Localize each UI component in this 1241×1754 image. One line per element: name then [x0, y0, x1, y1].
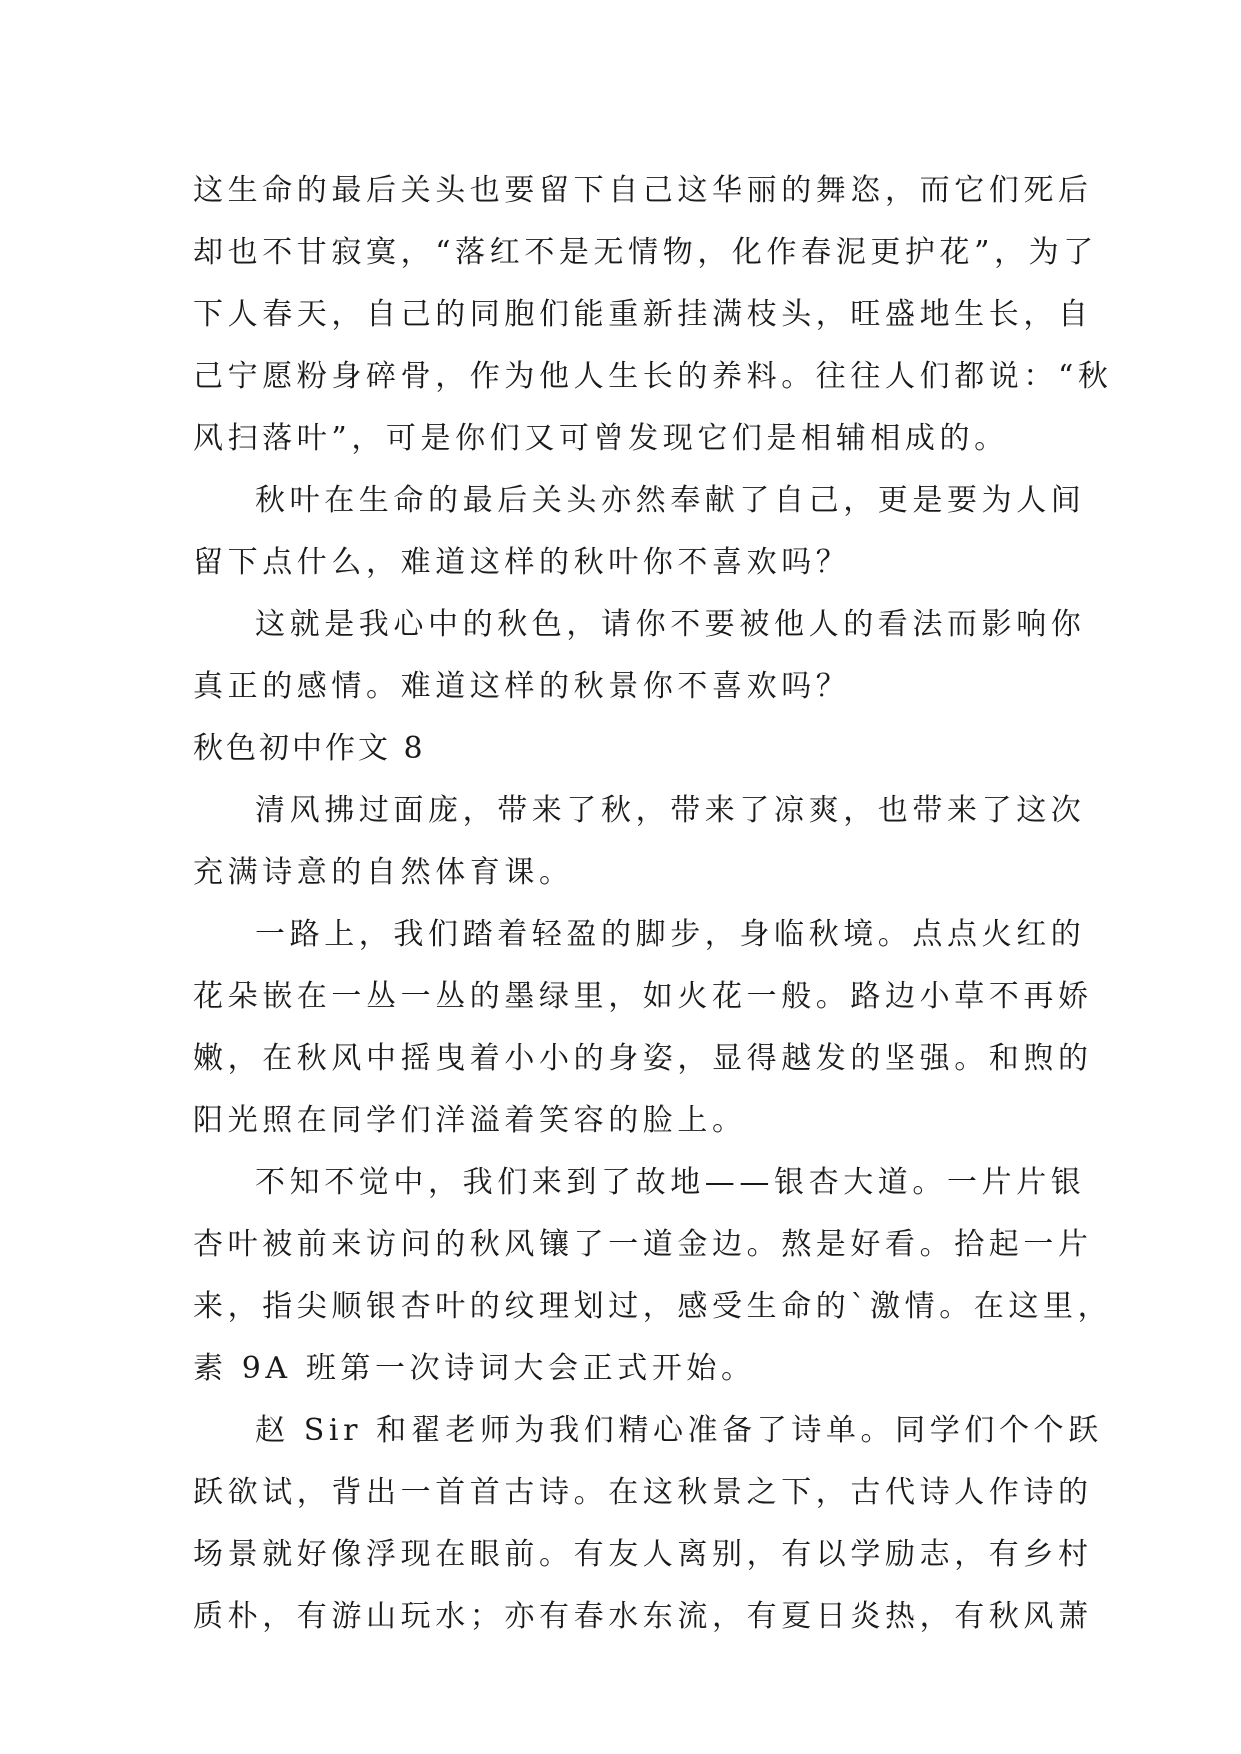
text-line: 风扫落叶”，可是你们又可曾发现它们是相辅相成的。	[193, 421, 1009, 456]
text-line: 赵 Sir 和翟老师为我们精心准备了诗单。同学们个个跃	[255, 1413, 1103, 1448]
paragraph-p1	[193, 160, 1113, 470]
document-body	[193, 160, 1113, 1648]
text-line: 却也不甘寂寞，“落红不是无情物，化作春泥更护花”，为了	[193, 235, 1098, 270]
text-line: 跃欲试，背出一首首古诗。在这秋景之下，古代诗人作诗的	[193, 1475, 1093, 1510]
text-line: 花朵嵌在一丛一丛的墨绿里，如火花一般。路边小草不再娇	[193, 979, 1093, 1014]
text-line: 嫩，在秋风中摇曳着小小的身姿，显得越发的坚强。和煦的	[193, 1041, 1093, 1076]
paragraph-p6	[193, 1152, 1113, 1400]
text-line: 充满诗意的自然体育课。	[193, 855, 574, 890]
paragraph-p4	[193, 780, 1086, 904]
paragraph-p2	[193, 470, 1086, 594]
text-line: 阳光照在同学们洋溢着笑容的脸上。	[193, 1103, 747, 1138]
text-line: 质朴，有游山玩水；亦有春水东流，有夏日炎热，有秋风萧	[193, 1599, 1093, 1634]
text-line: 己宁愿粉身碎骨，作为他人生长的养料。往往人们都说：“秋	[193, 359, 1113, 394]
text-line: 秋叶在生命的最后关头亦然奉献了自己，更是要为人间	[255, 483, 1086, 518]
text-line: 素 9A 班第一次诗词大会正式开始。	[193, 1351, 756, 1386]
text-line: 场景就好像浮现在眼前。有友人离别，有以学励志，有乡村	[193, 1537, 1093, 1572]
text-line: 来，指尖顺银杏叶的纹理划过，感受生命的`激情。在这里，	[193, 1289, 1113, 1324]
paragraph-p3	[193, 594, 1086, 718]
text-line: 这生命的最后关头也要留下自己这华丽的舞恣，而它们死后	[193, 173, 1093, 208]
text-line: 下人春天，自己的同胞们能重新挂满枝头，旺盛地生长，自	[193, 297, 1093, 332]
heading-text: 秋色初中作文 8	[193, 731, 426, 766]
text-line: 这就是我心中的秋色，请你不要被他人的看法而影响你	[255, 607, 1086, 642]
paragraph-p5	[193, 904, 1093, 1152]
section-heading	[193, 718, 1049, 780]
paragraph-p7	[193, 1400, 1103, 1648]
text-line: 不知不觉中，我们来到了故地——银杏大道。一片片银	[255, 1165, 1086, 1200]
text-line: 清风拂过面庞，带来了秋，带来了凉爽，也带来了这次	[255, 793, 1086, 828]
text-line: 真正的感情。难道这样的秋景你不喜欢吗？	[193, 669, 851, 704]
text-line: 杏叶被前来访问的秋风镶了一道金边。熬是好看。拾起一片	[193, 1227, 1093, 1262]
text-line: 一路上，我们踏着轻盈的脚步，身临秋境。点点火红的	[255, 917, 1086, 952]
text-line: 留下点什么，难道这样的秋叶你不喜欢吗？	[193, 545, 851, 580]
